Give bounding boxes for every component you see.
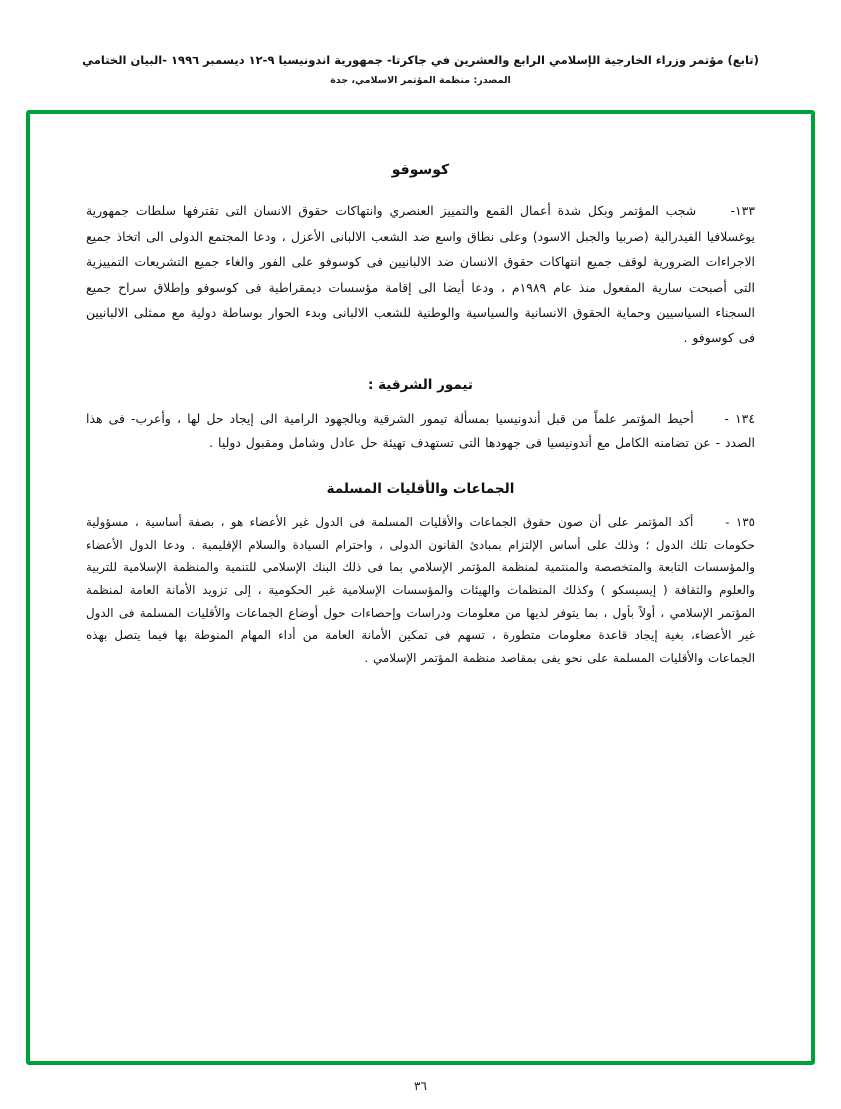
paragraph-133	[86, 198, 755, 351]
paragraph-text-134: أحيط المؤتمر علماً من قبل أندونيسيا بمسألة تيمور الشرقية وبالجهود الرامية الى إيجاد حل لها ، وأعرب- فى هذا الصدد - عن تضامنه الكامل مع أندونيسيا فى جهودها التى تستهدف تهيئة حل عادل وشامل ومقبول دوليا .	[86, 410, 755, 450]
section-heading-kosovo: كوسوفو	[391, 162, 450, 179]
running-header	[0, 0, 841, 86]
paragraph-text-133: شجب المؤتمر وبكل شدة أعمال القمع والتمييز العنصري وانتهاكات حقوق الانسان التى تقترفها سلطات جمهورية يوغسلافيا الفيدرالية (صربيا والجبل الاسود) وعلى نطاق واسع ضد الشعب الالبانى الأعزل ، ودعا المجتمع الدولى الى اتخاذ جميع الاجراءات الضرورية لوقف جميع انتهاكات حقوق الانسان ضد الالبانيين فى كوسوفو على الفور والغاء جميع التشريعات التمييزية التى أصبحت سارية المفعول منذ عام ١٩٨٩م ، ودعا أيضا الى إقامة مؤسسات ديمقراطية فى كوسوفو وإطلاق سراح جميع السجناء السياسيين وحماية الحقوق الانسانية والسياسية والوطنية للشعب الالبانى وبدء الحوار بوساطة دولية مع ممثلى الالبانيين فى كوسوفو .	[86, 203, 755, 346]
page-number: ٣٦	[414, 1079, 427, 1094]
paragraph-text-135: أكد المؤتمر على أن صون حقوق الجماعات والأقليات المسلمة فى الدول غير الأعضاء هو ، بصفة أساسية ، مسؤولية حكومات تلك الدول ؛ وذلك على أساس الإلتزام بمبادئ القانون الدولى ، واحترام السيادة والسلام الإقليمية . ودعا الدول الأعضاء والمؤسسات التابعة والمتخصصة والمنتمية لمنظمة المؤتمر الإسلامي بما فى ذلك البنك الإسلامى للتنمية والمنظمة الإسلامية للتربية والعلوم والثقافة ( إيسيسكو ) وكذلك المنظمات والهيئات والمؤسسات الإسلامية غير الحكومية ، إلى تزويد الأمانة العامة لمنظمة المؤتمر الإسلامي ، أولاً بأول ، بما يتوفر لديها من معلومات ودراسات وإحصاءات حول أوضاع الجماعات والأقليات المسلمة فى الدول غير الأعضاء، بغية إيجاد قاعدة معلومات متطورة ، تسهم فى تمكين الأمانة العامة من أداء المهام المنوطة بها فيما يتصل بهذه الجماعات والأقليات المسلمة على نحو يفى بمقاصد منظمة المؤتمر الإسلامي .	[86, 515, 755, 665]
header-conference-title: (تابع) مؤتمر وزراء الخارجية الإسلامي الرابع والعشرين في جاكرتا- جمهورية اندونيسيا ٩-١٢ ديسمبر ١٩٩٦ -البيان الختامي	[82, 53, 759, 67]
paragraph-number-133: ١٣٣-	[730, 203, 755, 219]
paragraph-134	[86, 407, 755, 455]
document-body	[34, 118, 807, 1057]
section-heading-east-timor: تيمور الشرقية :	[367, 376, 474, 393]
paragraph-135	[86, 511, 755, 669]
section-heading-muslim-minorities: الجماعات والأقليات المسلمة	[326, 481, 515, 498]
green-border-frame	[26, 110, 815, 1065]
paragraph-number-135: ١٣٥ -	[725, 515, 755, 530]
header-source-line: المصدر: منظمة المؤتمر الاسلامي، جدة	[330, 75, 511, 87]
paragraph-number-134: ١٣٤ -	[724, 410, 755, 426]
